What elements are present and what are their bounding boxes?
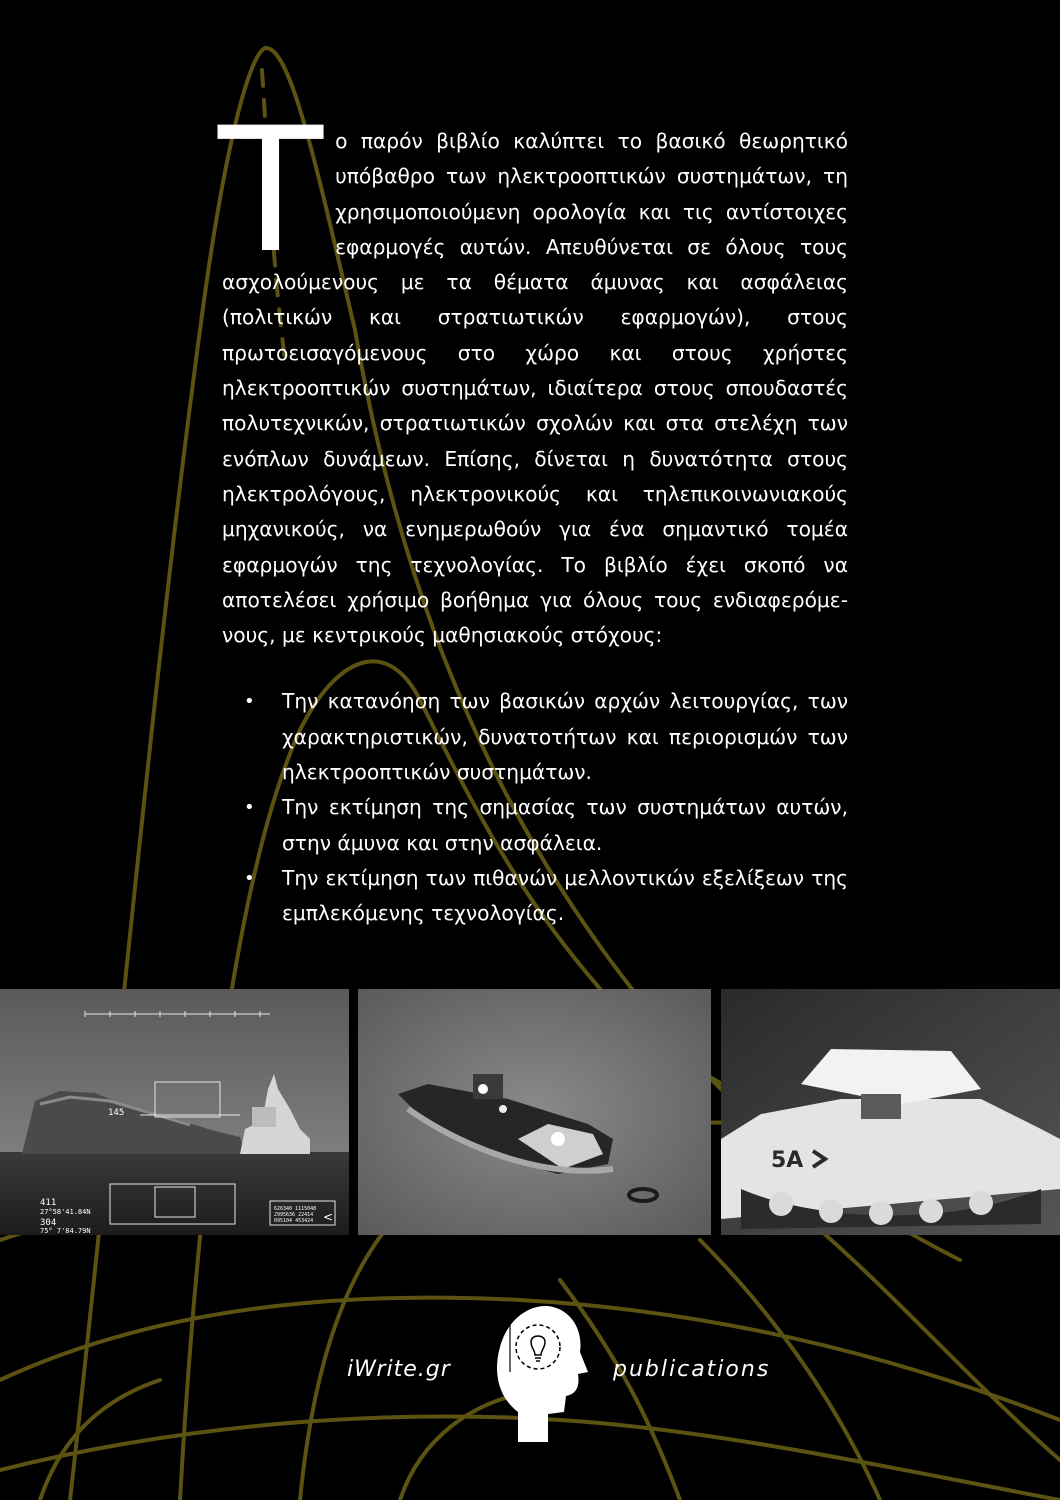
brand-name: iWrite.gr [347,1357,451,1382]
objectives-list [222,684,848,931]
list-item-text: Την εκτίμηση των πιθανών μελλοντικών εξελίξεων της εμπλεκόμενης τεχνολογίας. [282,865,848,926]
thermal-patrol-boat-photo [358,989,711,1235]
photo-strip [0,989,1060,1237]
list-item-text: Την εκτίμηση της σημασίας των συστημάτων αυτών, στην άμυνα και στην ασφάλεια. [282,795,848,855]
bullet-icon: • [244,797,255,819]
thermal-tank-photo [721,989,1060,1235]
hud-coord-1: 27°58'41.84N [40,1208,91,1216]
bullet-icon: • [244,867,255,889]
thermal-ship-hud-photo [0,989,349,1235]
hud-coord-2: 75° 7'84.79N [40,1227,91,1235]
hud-arrow-icon: < [323,1210,334,1224]
bullet-icon: • [244,691,255,713]
hud-range-text: 145 [108,1108,125,1118]
hud-data-3: 095104 453424 [274,1218,314,1224]
hud-data-2: 2995636 22414 [274,1212,314,1218]
hud-readout-1: 411 [40,1198,57,1208]
main-text-block [218,90,848,932]
tank-marking-text: 5A [771,1148,804,1173]
publisher-footer [0,1300,1060,1460]
brand-subtitle: publications [613,1357,771,1382]
intro-paragraph: ο παρόν βιβλίο καλύπτει το βασικό θεωρητικό υπόβαθρο των ηλεκτροοπτικών συστημάτων, τη χρησιμοποιούμενη ορολογία και τις αντίστοιχες εφαρμογές αυτών. Απευθύνεται σε όλους τους ασχολούμενους με τα θέματα άμυνας και ασφάλειας (πολιτικών και στρατιωτικών εφαρμογών), στους πρωτοεισαγόμενους στο χώρο και στους χρήστες ηλεκτροοπτικών συστημάτων, ιδιαίτερα στους σπουδαστές πολυτεχνικών, στρατιωτικών σχολών και στα στελέχη των ενόπλων δυνάμεων. Επίσης, δίνεται η δυνατότητα στους ηλεκτρολόγους, ηλεκτρονικούς και τηλεπικοινωνιακούς μηχανικούς, να ενημερωθούν για ένα σημαντικό τομέα εφαρμογών της τεχνολογίας. Το βιβλίο έχει σκοπό να αποτελέσει χρήσιμο βοήθημα για όλους τους ενδιαφερόμενους, με κεντρικούς μαθησιακούς στόχους: [222,129,848,648]
drop-cap: Τ [218,90,324,291]
hud-readout-2: 304 [40,1218,57,1228]
hud-data-1: 626340 1115048 [274,1206,317,1212]
list-item [222,861,848,932]
list-item [222,790,848,861]
list-item [222,684,848,790]
head-lightbulb-logo-icon [488,1302,588,1442]
list-item-text: Την κατανόηση των βασικών αρχών λειτουργίας, των χαρακτηριστικών, δυνατοτήτων και περιορισμών των ηλεκτροοπτικών συστημάτων. [282,689,848,785]
